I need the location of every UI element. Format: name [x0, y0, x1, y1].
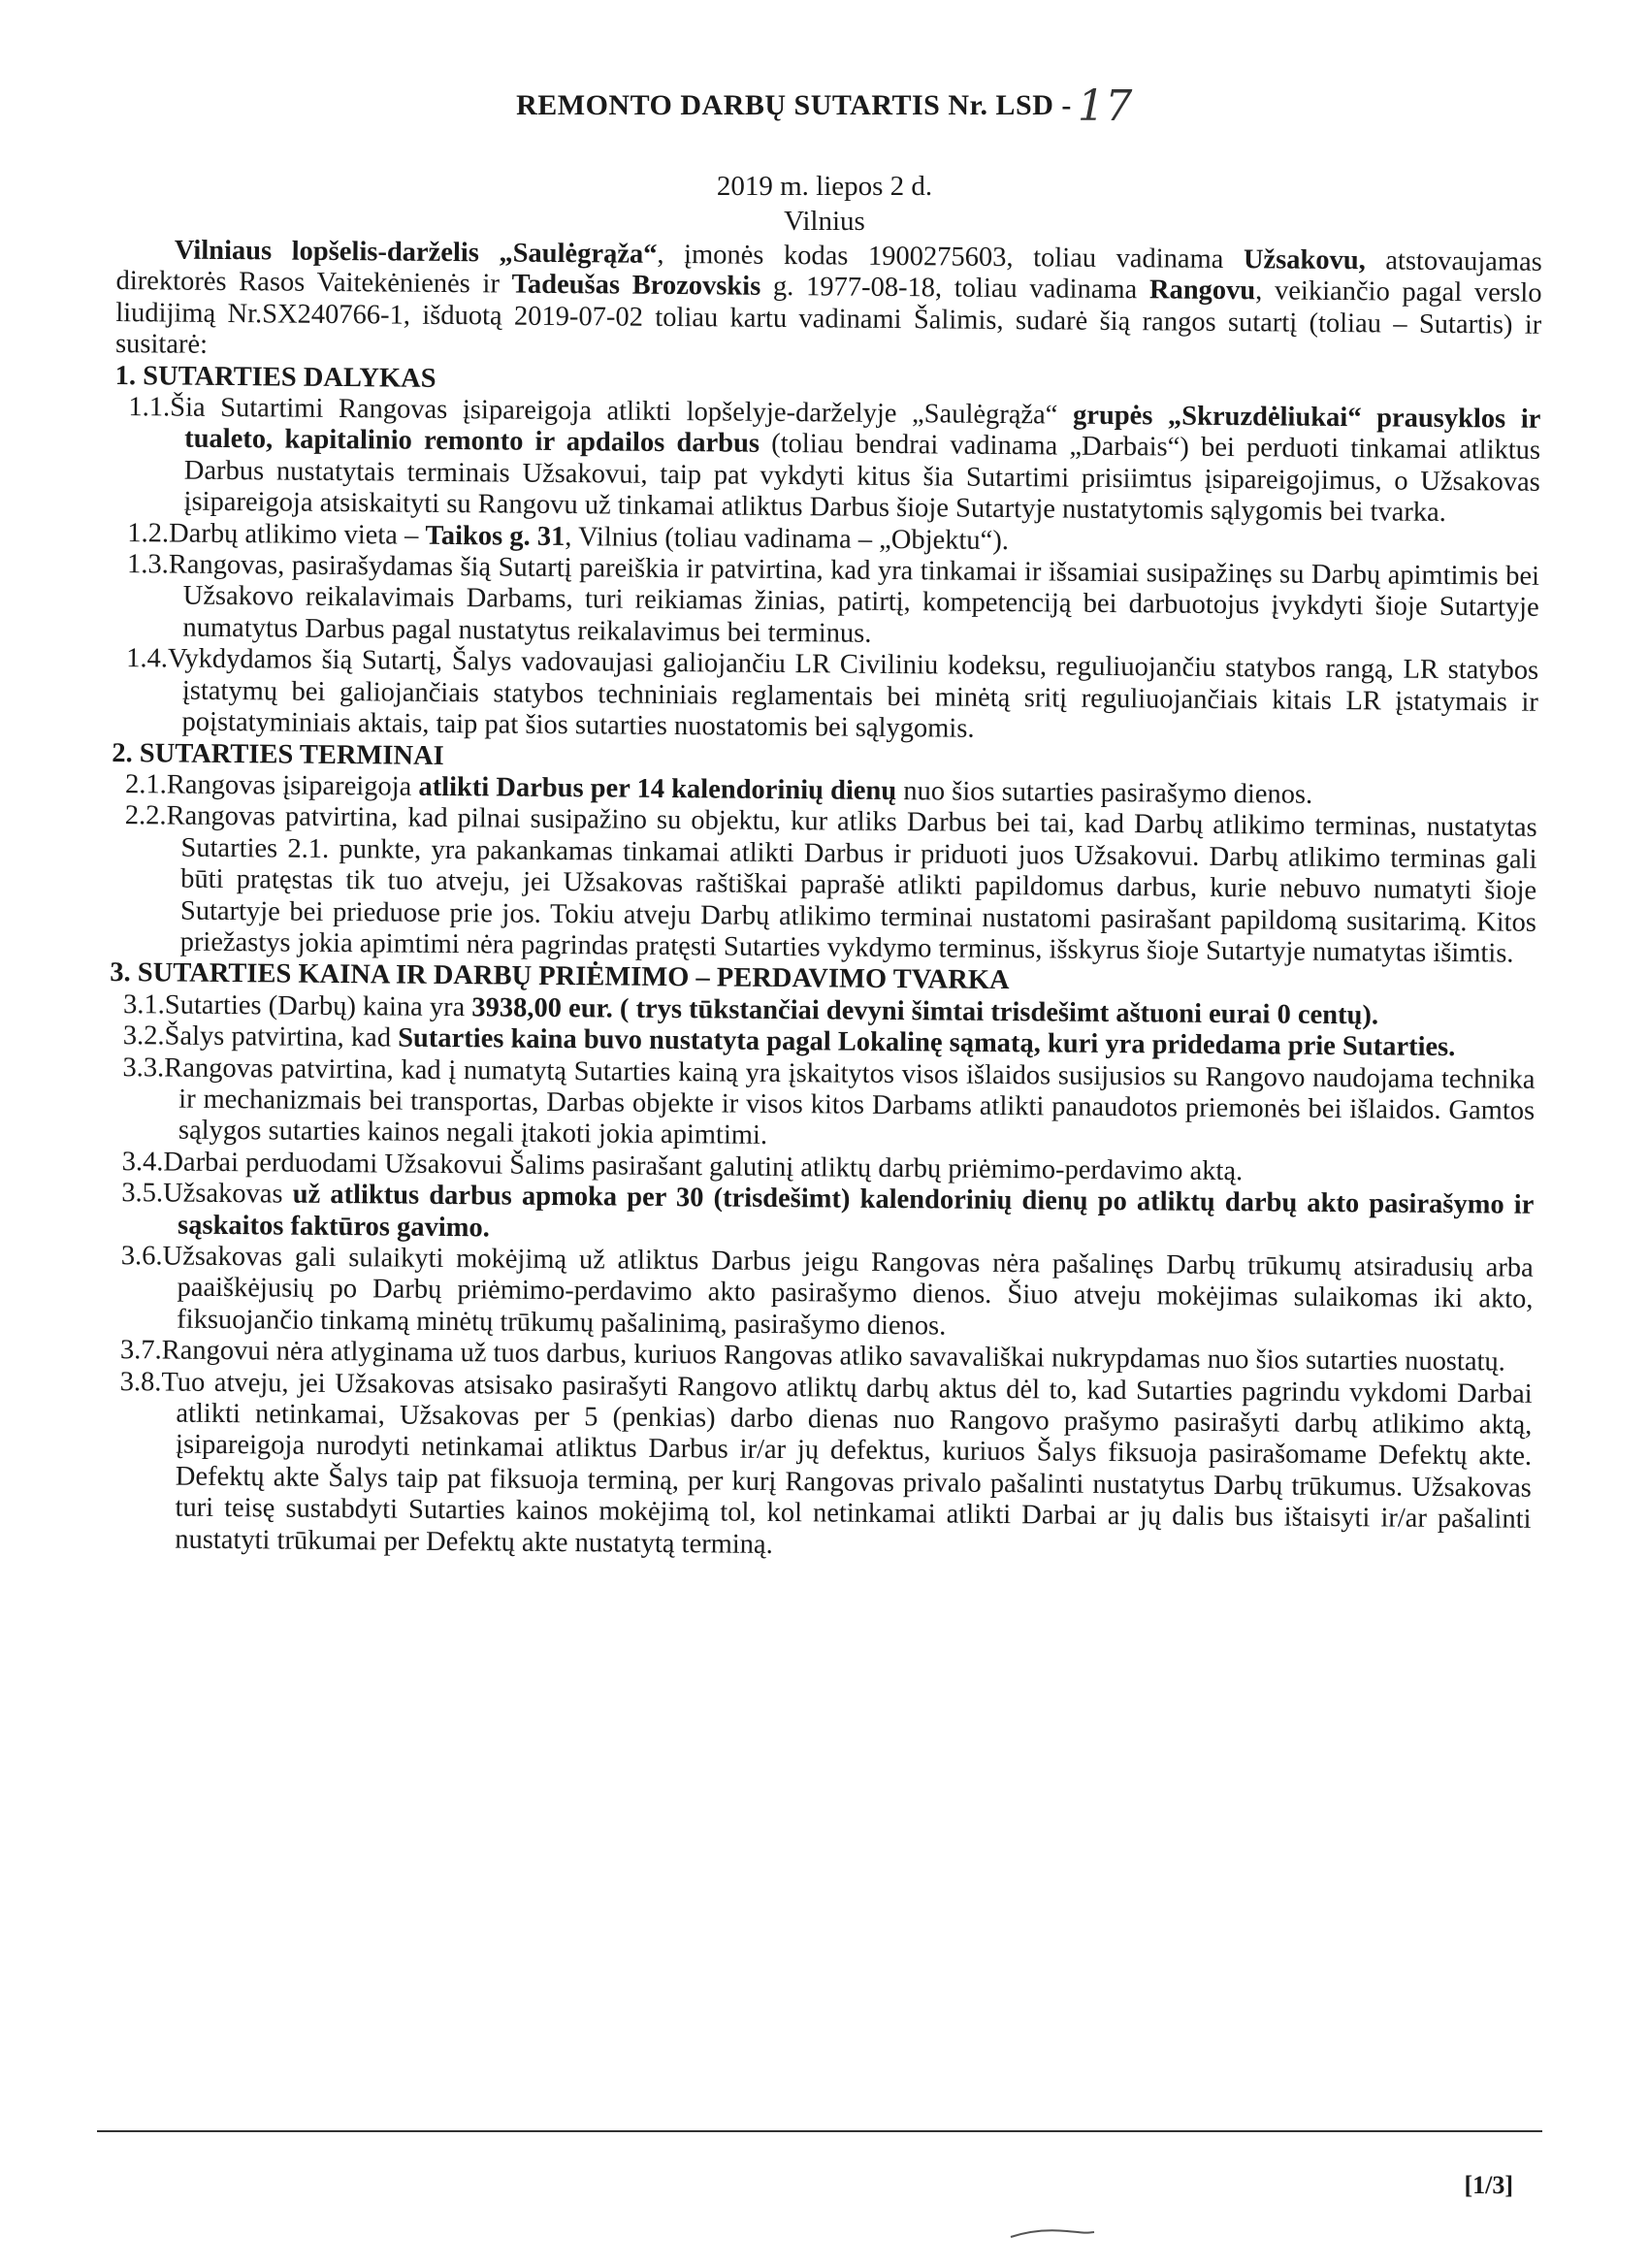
clause [109, 1053, 1536, 1159]
text: 3.3.Rangovas patvirtina, kad į numatytą Sutarties kainą yra įskaitytos visos išlaidos susijusios su Rangovo naudojama technika ir mechanizmais bei transportas, Darbas objekte ir visos kitos Darbams atlikti panaudotos priemonės bei išlaidos. Gamtos sąlygos sutarties kainos negali įtakoti jokia apimtimi. [122, 1052, 1536, 1151]
clause [105, 1367, 1533, 1568]
text: (toliau bendrai vadinama „Darbais“) bei perduoti tinkamai atliktus Darbus nustatytais terminais Užsakovui, taip pat vykdyti kitus šia Sutartimi prisiimtus įsipareigojimus, o Užsakovas įsipareigoja atsiskaityti su Rangovu už tinkamai atliktus Darbus šioje Sutartyje nustatytomis sąlygomis bei tvarka. [183, 429, 1541, 529]
bold-text: už atliktus darbus apmoka per 30 (trisdešimt) kalendorinių dienų po atliktų darbų akto pasirašymo ir sąskaitos faktūros gavimo. [177, 1179, 1535, 1243]
bold-text: 1. SUTARTIES DALYKAS [114, 360, 436, 394]
bold-text: 2. SUTARTIES TERMINAI [112, 737, 444, 771]
text: , Vilnius (toliau vadinama – „Objektu“). [565, 521, 1010, 556]
text: atstovaujamas direktorės Rasos Vaitekėnienės ir [115, 245, 1542, 300]
document-title [0, 76, 1649, 131]
text: 3.7.Rangovui nėra atlyginama už tuos darbus, kuriuos Rangovas atliko savavališkai nukrypdamas nuo šios sutarties nuostatų. [119, 1335, 1505, 1377]
text: 2.2.Rangovas patvirtina, kad pilnai susipažino su objektu, kur atliks Darbus bei tai, kad Darbų atlikimo terminas, nustatytas Sutarties 2.1. punkte, yra pakankamas tinkamai atlikti Darbus ir priduoti juos Užsakovui. Darbų atlikimo terminas gali būti pratęstas tik tuo atveju, jei Užsakovas raštiškai paprašė atlikti papildomus darbus, kurie nebuvo numatyti šioje Sutartyje bei prieduose prie jos. Tokiu atveju Darbų atlikimo terminai nustatomi pasirašant papildomą susitarimą. Kitos priežastys jokia apimtimi nėra pagrindas pratęsti Sutarties vykdymo terminus, išskyrus šioje Sutartyje numatytas išimtis. [124, 800, 1537, 969]
text: 2.1.Rangovas įsipareigoja [124, 769, 419, 802]
bold-text: atlikti Darbus per 14 kalendorinių dienų [418, 771, 897, 806]
bold-text: 3. SUTARTIES KAINA IR DARBŲ PRIĖMIMO – PERDAVIMO TVARKA [110, 957, 1010, 996]
text: nuo šios sutarties pasirašymo dienos. [896, 775, 1313, 810]
handwritten-contract-number: 17 [1077, 81, 1133, 131]
text: , įmonės kodas 1900275603, toliau vadinama [657, 239, 1245, 275]
bold-text: grupės „Skruzdėliukai“ prausyklos ir tualeto, kapitalinio remonto ir apdailos darbus [184, 400, 1541, 460]
clause [113, 392, 1540, 530]
text: 3.4.Darbai perduodami Užsakovui Šalims pasirašant galutinį atliktų darbų priėmimo-perdavimo aktą. [121, 1146, 1244, 1186]
text: 3.5.Užsakovas [121, 1178, 293, 1210]
preamble [115, 235, 1542, 373]
clause [107, 1241, 1534, 1347]
text: 3.2.Šalys patvirtina, kad [122, 1021, 399, 1053]
text: 3.8.Tuo atveju, jei Užsakovas atsisako pasirašyti Rangovo atliktų darbų aktus dėl to, kad Sutarties pagrindu vykdomi Darbai atlikti netinkamai, Užsakovas per 5 (penkias) darbo dienas nuo Rangovo prašymo pasirašyti darbų atlikimo aktą, įsipareigoja nurodyti netinkamai atliktus Darbus ir/ar jų defektus, kuriuos Šalys fiksuoja pasirašomame Defektų akte. Defektų akte Šalys taip pat fiksuoja terminą, per kurį Rangovas privalo pašalinti nustatytus Darbų trūkumus. Užsakovas turi teisę sustabdyti Sutarties kainos mokėjimą tol, kol netinkamai atlikti Darbai ar jų dalis bus ištaisyti ir/ar pašalinti nustatyti trūkumai per Defektų akte nustatytą terminą. [119, 1366, 1533, 1560]
text: 1.3.Rangovas, pasirašydamas šią Sutartį pareiškia ir patvirtina, kad yra tinkamai ir išsamiai susipažinęs su Darbų apimtimis bei Užsakovo reikalavimais Darbams, turi reikiamas žinias, patirtį, kompetenciją bei darbuotojus įvykdyti šioje Sutartyje numatytus Darbus pagal nustatytus reikalavimus bei terminus. [126, 549, 1540, 649]
text: 1.1.Šia Sutartimi Rangovas įsipareigoja atlikti lopšelyje-darželyje „Saulėgrąža“ [128, 392, 1074, 431]
text: 1.2.Darbų atlikimo vieta – [127, 517, 426, 551]
text: 1.4.Vykdydamos šią Sutartį, Šalys vadovaujasi galiojančiu LR Civiliniu kodeksu, reguliuojančiu statybos rangą, LR statybos įstatymų bei galiojančiais statybos techniniais reglamentais bei minėtą sritį reguliuojančiais kitais LR įstatymais ir poįstatyminiais aktais, taip pat šios sutarties nuostatomis bei sąlygomis. [126, 643, 1539, 744]
bold-text: 3938,00 eur. ( trys tūkstančiai devyni šimtai trisdešimt aštuoni eurai 0 centų). [471, 991, 1379, 1031]
bold-text: Tadeušas Brozovskis [511, 269, 761, 303]
text: g. 1977-08-18, toliau vadinama [760, 272, 1150, 306]
bold-text: Sutarties kaina buvo nustatyta pagal Lokalinę sąmatą, kuri yra pridedama prie Sutarties. [398, 1022, 1456, 1063]
text: 3.6.Užsakovas gali sulaikyti mokėjimą už atliktus Darbus jeigu Rangovas nėra pašalinęs Darbų trūkumų atsiradusių arba paaiškėjusių po Darbų priėmimo-perdavimo akto pasirašymo dienos. Šiuo atveju mokėjimas sulaikomas iki akto, fiksuojančio tinkamą minėtų trūkumų pašalinimą, pasirašymo dienos. [120, 1241, 1534, 1342]
contract-city: Vilnius [784, 206, 865, 237]
text: , veikiančio pagal verslo liudijimą Nr.SX240766-1, išduotą 2019-07-02 toliau kartu vadinami Šalimis, sudarė šią rangos sutartį (toliau – Sutartis) ir susitarė: [114, 275, 1542, 361]
clause [110, 800, 1536, 970]
contract-body [105, 235, 1542, 1568]
footer-divider [97, 2130, 1542, 2132]
clause [112, 643, 1538, 750]
bold-text: Užsakovu, [1243, 244, 1366, 276]
bold-text: Taikos g. 31 [425, 520, 566, 552]
title-text: REMONTO DARBŲ SUTARTIS Nr. LSD - [516, 89, 1072, 121]
contract-date: 2019 m. liepos 2 d. [716, 171, 933, 202]
page-number: [1/3] [1464, 2171, 1513, 2199]
text: 3.1.Sutarties (Darbų) kaina yra [122, 988, 472, 1022]
bold-text: Vilniaus lopšelis-darželis „Saulėgrąža“ [174, 235, 658, 270]
clause [113, 549, 1539, 656]
signature-mark-icon [1009, 2223, 1096, 2243]
bold-text: Rangovu [1148, 275, 1256, 307]
